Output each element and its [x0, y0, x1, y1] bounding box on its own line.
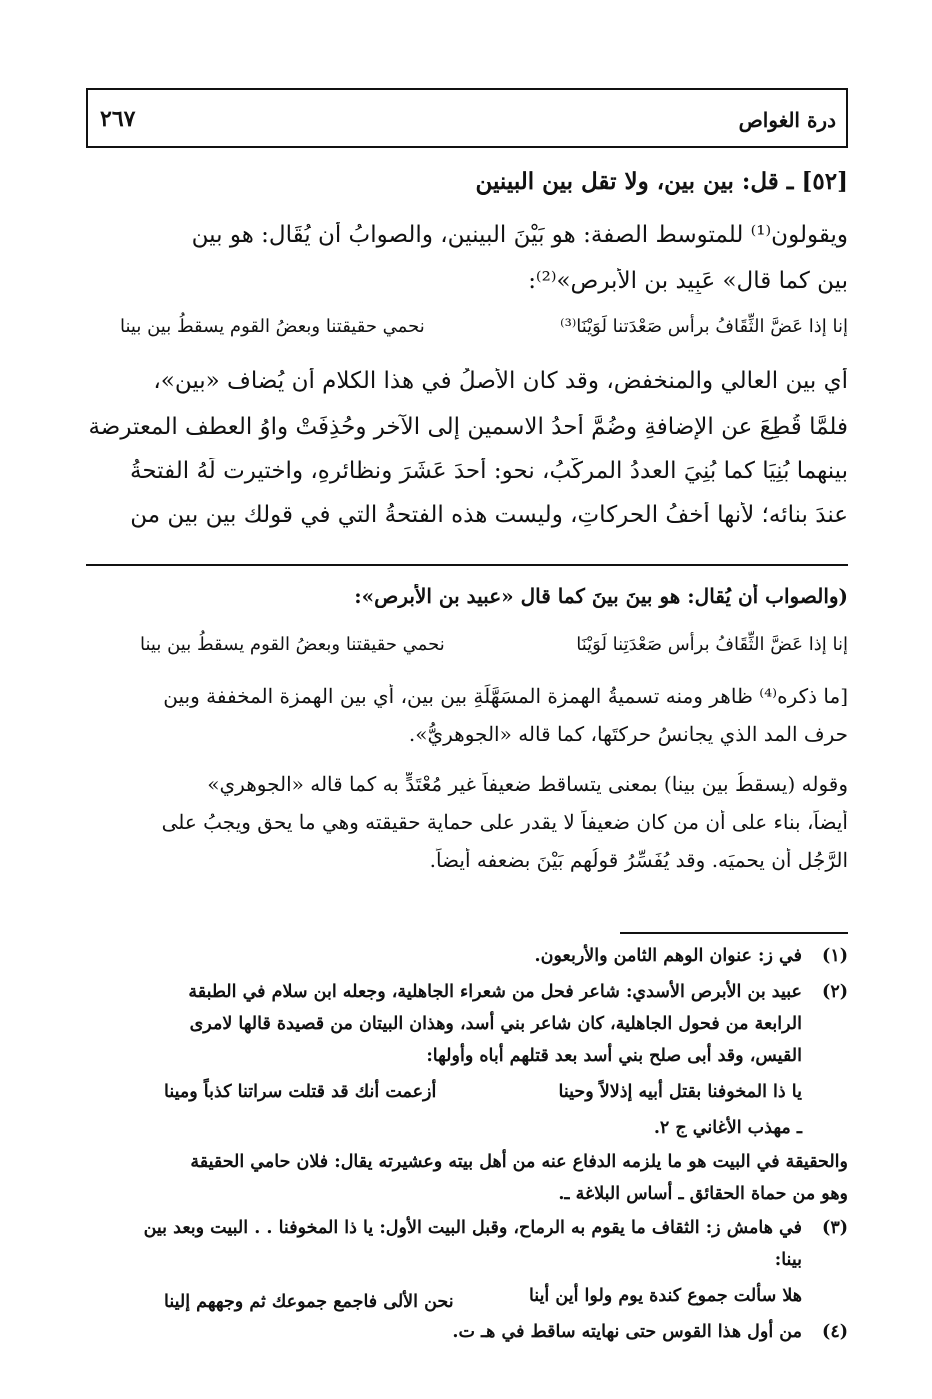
annotation-para1-line1: [ما ذكره⁽⁴⁾ ظاهر ومنه تسميةُ الهمزة المسَهَّلَةِ بين بين، أي بين الهمزة المخففة وبين — [163, 684, 848, 708]
verse-1-left: نحمي حقيقتنا وبعضُ القوم يسقطُ بين بينا — [120, 316, 425, 337]
page-header — [86, 88, 848, 148]
annotation-line-1: (والصواب أن يُقال: هو بينَ بينَ كما قال «عبيد بن الأبرص»: — [354, 584, 848, 608]
body-line-1: ويقولون⁽¹⁾ للمتوسط الصفة: هو بَيْنَ البينين، والصوابُ أن يُقَال: هو بين — [191, 222, 848, 248]
footnote-3-line-1: في هامش ز: الثقاف ما يقوم به الرماح، وقبل البيت الأول: يا ذا المخوفنا . . البيت وبعد بين — [143, 1218, 802, 1238]
footnote-3-number: (٣) — [822, 1218, 848, 1238]
running-title: درة الغواص — [738, 108, 836, 132]
body-line-2: بين كما قال» عَبِيد بن الأبرص»⁽²⁾: — [528, 268, 848, 294]
footnote-1-text: في ز: عنوان الوهم الثامن والأربعون. — [534, 946, 802, 966]
annotation-para2-line1: وقوله (يسقطُ بين بينا) بمعنى يتساقط ضعيفاً غير مُعْتَدٍّ به كما قاله «الجوهري» — [207, 772, 848, 796]
footnote-2-verse-right: يا ذا المخوفنا بقتل أبيه إذلالاً وحينا — [558, 1082, 802, 1102]
footnote-2-verse-left: أزعمت أنك قد قتلت سراتنا كذباً ومينا — [164, 1082, 437, 1102]
annotation-verse-left: نحمي حقيقتنا وبعضُ القوم يسقطُ بين بينا — [140, 634, 445, 655]
body-line-3: أي بين العالي والمنخفض، وقد كان الأصلُ في هذا الكلام أن يُضاف «بين»، — [153, 368, 848, 394]
annotation-verse-right: إنا إذا عَضَّ الثِّقَافُ برأس صَعْدَتِنا لَوَيْنَا — [576, 634, 848, 655]
page-number: ٢٦٧ — [100, 106, 136, 132]
body-line-4: فلمَّا قُطِعَ عن الإضافةِ وضُمَّ أحدُ الاسمين إلى الآخر وحُذِفَتْ واوُ العطف المعترضة — [88, 414, 848, 440]
footnote-2-extra-1: والحقيقة في البيت هو ما يلزمه الدفاع عنه من أهل بيته وعشيرته يقال: فلان حامي الحقيقة — [190, 1152, 848, 1172]
footnote-4-number: (٤) — [822, 1322, 848, 1342]
body-line-6: عندَ بنائه؛ لأنها أخفُ الحركاتِ، وليست هذه الفتحةُ التي في قولك بين بين من — [130, 502, 848, 528]
annotation-para2-line3: الرَّجُلِ أن يحميَه. وقد يُفَسِّرُ قولُهم بَيْنَ بضعفه أيضاً. — [429, 848, 848, 872]
footnote-1-number: (١) — [822, 946, 848, 966]
annotation-separator — [86, 564, 848, 566]
header-rule — [86, 146, 848, 148]
annotation-para2-line2: أيضاً، بناء على أن من كان ضعيفاً لا يقدر على حماية حقيقته وهي ما يحق ويجبُ على — [161, 810, 848, 834]
footnote-2-line-3: القيس، وقد أبى صلح بني أسد بعد قتلهم أباه وأولها: — [426, 1046, 802, 1066]
footnote-2-extra-2: وهو من حماة الحقائق ـ أساس البلاغة ـ. — [558, 1184, 848, 1204]
footnote-2-line-1: عبيد بن الأبرص الأسدي: شاعر فحل من شعراء الجاهلية، وجعله ابن سلام في الطبقة — [188, 982, 802, 1002]
footnote-2-reference: ـ مهذب الأغاني ج ٢. — [653, 1118, 802, 1138]
verse-1-right: إنا إذا عَضَّ الثِّقَافُ برأس صَعْدَتنا لَوَيْنَا⁽³⁾ — [560, 316, 848, 337]
footnote-3-verse-left: نحن الألى فاجمع جموعك ثم وجههم إلينا — [164, 1292, 454, 1312]
body-line-5: بينهما بُنِيَا كما بُنِيَ العددُ المركَّبُ، نحو: أحدَ عَشَرَ ونظائرِهِ، واختيرت لَهُ الفتحةُ — [130, 458, 848, 484]
footnote-2-number: (٢) — [822, 982, 848, 1002]
footnote-3-line-2: بينا: — [774, 1250, 802, 1270]
footnote-4-text: من أول هذا القوس حتى نهايته ساقط في هـ ت. — [452, 1322, 802, 1342]
footnote-separator — [620, 932, 848, 934]
footnote-2-line-2: الرابعة من فحول الجاهلية، كان شاعر بني أسد، وهذان البيتان من قصيدة قالها لامرى — [189, 1014, 802, 1034]
annotation-para1-line2: حرف المد الذي يجانسُ حركتَها، كما قاله «الجوهريُّ». — [408, 722, 848, 746]
section-heading: [٥٢] ـ قل: بين بين، ولا تقل بين البينين — [475, 168, 848, 195]
footnote-3-verse-right: هلا سألت جموع كندة يوم ولوا أين أينا — [528, 1286, 802, 1306]
